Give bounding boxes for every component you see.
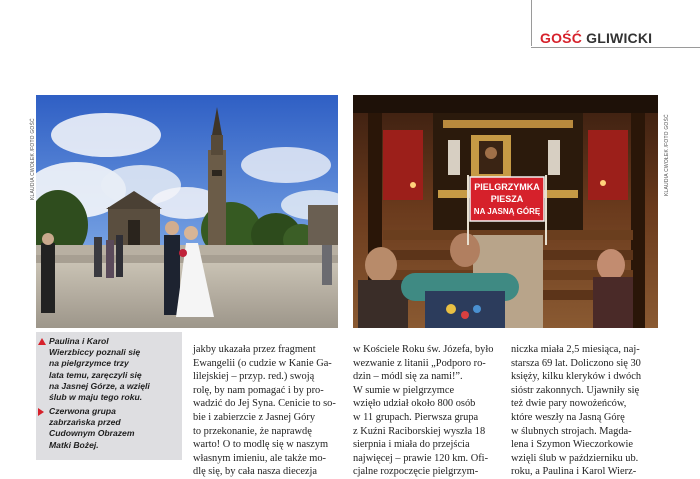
masthead-divider (531, 0, 532, 46)
banner-line-1: PIELGRZYMKA (474, 182, 540, 192)
banner-line-3: NA JASNĄ GÓRĘ (473, 207, 541, 216)
caption-up-arrow-icon (38, 338, 46, 345)
article-column-1-text: jakby ukazała przez fragment Ewangelii (o cudzie w Kanie Ga- lilejskiej – przyp. red.) swoją rolę, by nam pomagać i by pro- wadzić do Jej Syna. Cenicie to so- bie i zabierzcie z Jasnej Góry to przekonanie, że naprawdę warto! O to modlę się w naszym własnym imieniu, ale także mo- dlę się, by cała nasza diecezja (193, 344, 336, 478)
photo-caption-box (36, 332, 182, 460)
masthead (540, 30, 652, 46)
banner-line-2: PIESZA (490, 194, 524, 204)
photo-credit-left: KLAUDIA CWOŁEK /FOTO GOŚĆ (30, 118, 36, 200)
masthead-underline (531, 47, 700, 48)
article-column-3-text: niczka miała 2,5 miesiąca, naj- starsza 69 lat. Doliczono się 30 księży, kilku kleryków i dwóch sióstr zakonnych. Ujawniły się też dwie pary nowożeńców, które weszły na Jasną Górę w ślubnych strojach. Magda- lena i Szymon Wieczorkowie wzięli ślub w październiku ub. roku, a Paulina i Karol Wierz- (511, 344, 642, 478)
article-column-3 (511, 343, 661, 479)
caption-item (49, 406, 177, 451)
article-column-2-text: w Kościele Roku św. Józefa, było wezwanie z litanii „Podporo ro- dzin – módl się za nami!”. W sumie w pielgrzymce wzięło udział około 800 osób w 11 grupach. Pierwsza grupa z Kuźni Raciborskiej wyszła 18 sierpnia i miała do przejścia najwięcej – prawie 120 km. Ofi- cjalne rozpoczęcie pielgrzym- (353, 344, 494, 478)
photo-credit-right: KLAUDIA CWOŁEK /FOTO GOŚĆ (664, 114, 670, 196)
masthead-brand-dark: GLIWICKI (586, 30, 653, 46)
masthead-brand-red: GOŚĆ (540, 30, 583, 46)
article-column-2 (353, 343, 505, 479)
photo-wedding-couple (36, 95, 338, 328)
caption-right-arrow-icon (38, 408, 44, 416)
caption-text-couple: Paulina i Karol Wierzbiccy poznali się na pielgrzymce trzy lata temu, zaręczyli się na Jasnej Górze, a wzięli ślub w maju tego roku. (49, 336, 150, 403)
photo-pilgrim-group-chapel (353, 95, 658, 328)
caption-item (49, 336, 177, 403)
article-column-1 (193, 343, 345, 479)
caption-text-group: Czerwona grupa zabrzańska przed Cudownym Obrazem Matki Bożej. (49, 406, 135, 450)
